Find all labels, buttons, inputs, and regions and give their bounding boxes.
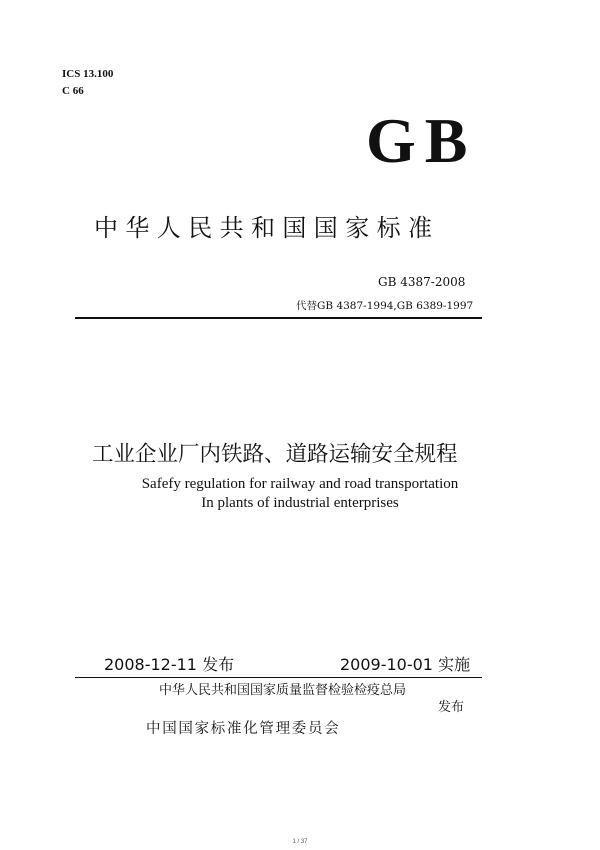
title-english-line1: Safefy regulation for railway and road transportation [141, 476, 459, 492]
implementation-date: 2009-10-01 实施 [340, 655, 471, 674]
ics-code: ICS 13.100 [62, 68, 114, 80]
gb-logo: GB [366, 105, 477, 176]
bottom-divider [75, 677, 482, 678]
issuer-sac: 中国国家标准化管理委员会 [146, 721, 341, 737]
publish-label: 发布 [438, 700, 465, 715]
top-divider [75, 317, 482, 319]
issue-date: 2008-12-11 发布 [104, 655, 235, 674]
standard-category: 中华人民共和国国家标准 [94, 214, 440, 242]
issuer-aqsiq: 中华人民共和国国家质量监督检验检疫总局 [159, 683, 407, 698]
ccs-code: C 66 [62, 85, 84, 97]
title-chinese: 工业企业厂内铁路、道路运输安全规程 [92, 442, 458, 467]
replaces-standards: 代替GB 4387-1994,GB 6389-1997 [296, 300, 474, 312]
standard-number: GB 4387-2008 [378, 275, 466, 289]
title-english-line2: In plants of industrial enterprises [201, 495, 399, 511]
page-number: 1 / 37 [292, 839, 308, 845]
